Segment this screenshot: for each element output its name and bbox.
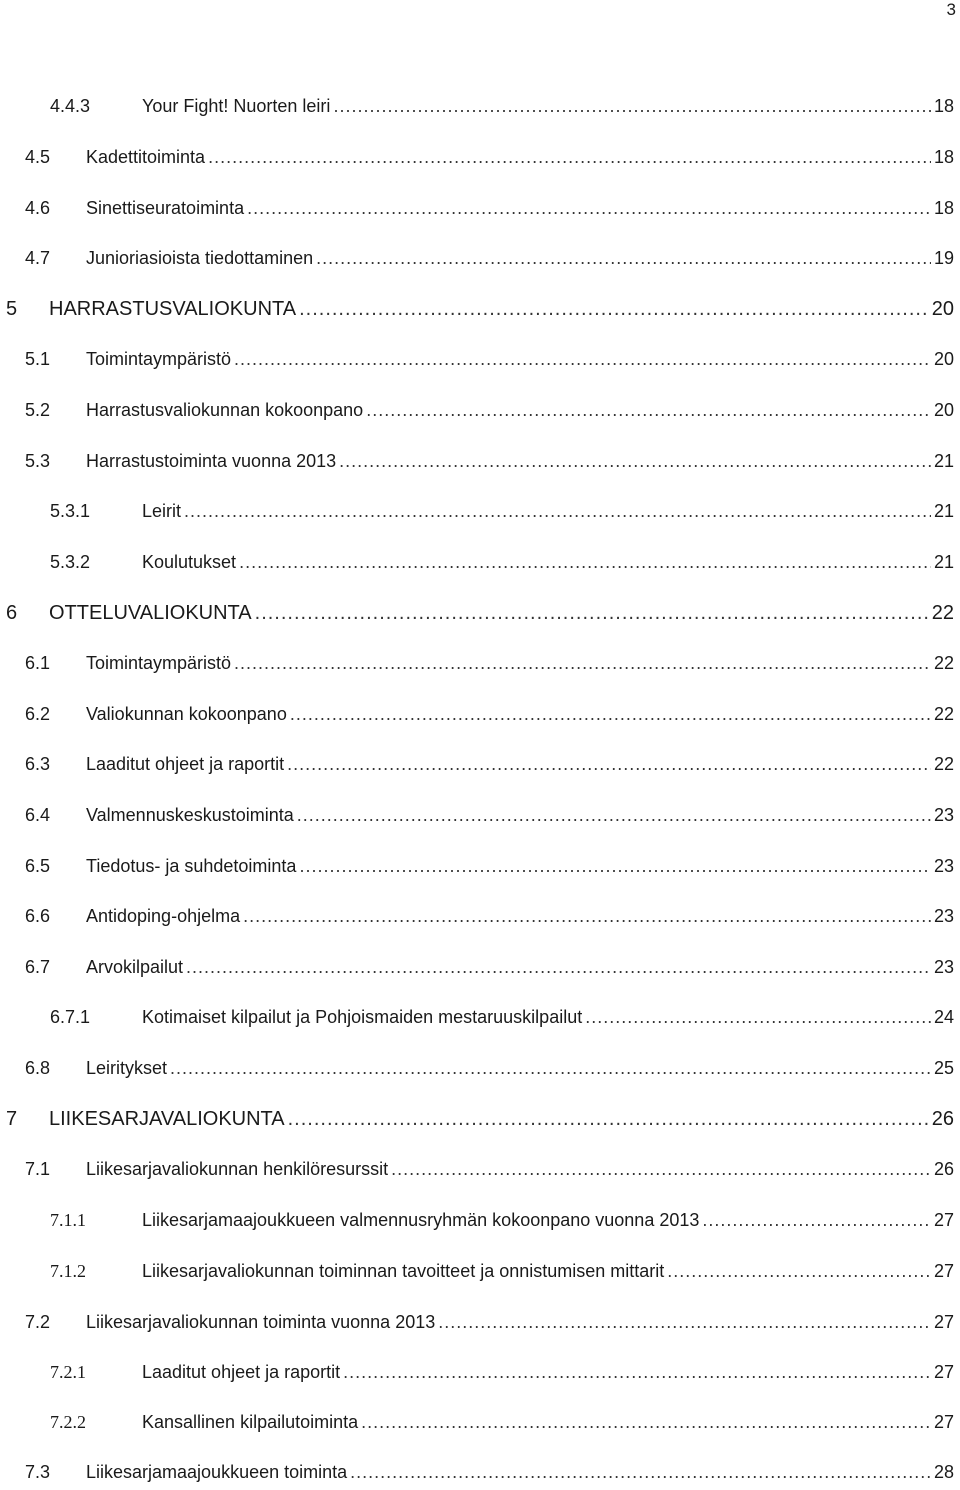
toc-entry-title[interactable]: Junioriasioista tiedottaminen: [86, 248, 314, 268]
toc-entry-title[interactable]: Liikesarjavaliokunnan henkilöresurssit: [86, 1159, 389, 1179]
toc-entry-page: 20: [931, 298, 954, 320]
toc-entry-page: 22: [931, 602, 954, 624]
toc-entry-title[interactable]: Laaditut ohjeet ja raportit: [142, 1362, 341, 1382]
toc-entry-body: [86, 1457, 954, 1487]
toc-entry-number: 6.6: [25, 906, 51, 926]
toc-entry-body: [49, 598, 954, 628]
toc-entry[interactable]: [0, 395, 960, 425]
toc-entry-page: 23: [933, 805, 954, 825]
toc-entry-body: [86, 446, 954, 476]
page-number: 3: [946, 0, 956, 19]
toc-entry-number: 5.2: [25, 400, 51, 420]
toc-dot-leader: [316, 243, 931, 273]
toc-entry-title[interactable]: Kansallinen kilpailutoiminta: [142, 1412, 359, 1432]
toc-entry[interactable]: [0, 91, 960, 121]
toc-entry[interactable]: [0, 142, 960, 172]
toc-entry-title[interactable]: Laaditut ohjeet ja raportit: [86, 754, 285, 774]
toc-entry[interactable]: [0, 294, 960, 324]
toc-dot-leader: [438, 1307, 931, 1337]
toc-entry-body: [86, 193, 954, 223]
toc-dot-leader: [361, 1407, 931, 1437]
toc-entry-page: 22: [933, 704, 954, 724]
toc-entry-page: 22: [933, 754, 954, 774]
toc-dot-leader: [339, 446, 931, 476]
toc-entry-page: 27: [933, 1362, 954, 1382]
toc-dot-leader: [208, 142, 931, 172]
toc-dot-leader: [299, 294, 929, 324]
toc-entry[interactable]: [0, 193, 960, 223]
toc-entry[interactable]: [0, 1002, 960, 1032]
toc-entry-title[interactable]: Liikesarjavaliokunnan toiminnan tavoitteet ja onnistumisen mittarit: [142, 1261, 665, 1281]
toc-entry[interactable]: [0, 496, 960, 526]
toc-entry-page: 26: [933, 1159, 954, 1179]
toc-entry[interactable]: [0, 800, 960, 830]
toc-entry[interactable]: [0, 1205, 960, 1235]
toc-dot-leader: [333, 91, 931, 121]
toc-entry[interactable]: [0, 1053, 960, 1083]
toc-entry-number: 7.1: [25, 1159, 51, 1179]
toc-entry-number: 4.5: [25, 147, 51, 167]
toc-entry-number: 6.7.1: [50, 1007, 91, 1027]
toc-dot-leader: [585, 1002, 931, 1032]
toc-entry[interactable]: [0, 749, 960, 779]
toc-entry[interactable]: [0, 1104, 960, 1134]
toc-entry[interactable]: [0, 1307, 960, 1337]
toc-dot-leader: [667, 1256, 931, 1286]
toc-entry[interactable]: [0, 952, 960, 982]
toc-entry-body: [86, 395, 954, 425]
toc-entry-title[interactable]: Valiokunnan kokoonpano: [86, 704, 287, 724]
toc-dot-leader: [350, 1457, 931, 1487]
toc-entry-title[interactable]: Koulutukset: [142, 552, 237, 572]
toc-entry-title[interactable]: OTTELUVALIOKUNTA: [49, 602, 252, 624]
toc-entry-page: 27: [933, 1412, 954, 1432]
toc-dot-leader: [247, 193, 931, 223]
toc-entry-number: 7: [6, 1108, 18, 1130]
toc-entry[interactable]: [0, 901, 960, 931]
toc-entry[interactable]: [0, 699, 960, 729]
toc-entry-title[interactable]: Toimintaympäristö: [86, 349, 232, 369]
toc-entry-number: 5.3: [25, 451, 51, 471]
toc-entry-number: 6.1: [25, 653, 51, 673]
toc-entry-number: 7.1.2: [50, 1261, 86, 1281]
toc-entry-number: 6.5: [25, 856, 51, 876]
toc-entry-title[interactable]: Toimintaympäristö: [86, 653, 232, 673]
toc-entry-title[interactable]: Antidoping-ohjelma: [86, 906, 241, 926]
toc-entry-body: [86, 749, 954, 779]
toc-entry[interactable]: [0, 1256, 960, 1286]
toc-entry-title[interactable]: Harrastusvaliokunnan kokoonpano: [86, 400, 364, 420]
toc-entry-number: 4.6: [25, 198, 51, 218]
toc-entry-number: 7.1.1: [50, 1210, 86, 1230]
toc-entry-body: [142, 91, 954, 121]
toc-entry-body: [86, 699, 954, 729]
toc-entry-body: [86, 344, 954, 374]
toc-entry-body: [86, 648, 954, 678]
toc-entry-title[interactable]: Liikesarjavaliokunnan toiminta vuonna 2013: [86, 1312, 436, 1332]
toc-entry-title[interactable]: Tiedotus- ja suhdetoiminta: [86, 856, 297, 876]
toc-entry-body: [86, 901, 954, 931]
toc-dot-leader: [343, 1357, 931, 1387]
toc-entry-number: 5: [6, 298, 18, 320]
toc-dot-leader: [234, 344, 931, 374]
toc-entry-body: [142, 1002, 954, 1032]
toc-dot-leader: [702, 1205, 931, 1235]
toc-entry-page: 18: [933, 96, 954, 116]
toc-dot-leader: [184, 496, 931, 526]
toc-entry[interactable]: [0, 243, 960, 273]
toc-dot-leader: [243, 901, 931, 931]
toc-entry-title[interactable]: Harrastustoiminta vuonna 2013: [86, 451, 337, 471]
toc-entry[interactable]: [0, 1407, 960, 1437]
toc-dot-leader: [290, 699, 931, 729]
toc-entry-body: [142, 547, 954, 577]
toc-entry[interactable]: [0, 648, 960, 678]
toc-entry-number: 6.3: [25, 754, 51, 774]
toc-dot-leader: [391, 1154, 931, 1184]
toc-entry[interactable]: [0, 446, 960, 476]
toc-entry-title[interactable]: Arvokilpailut: [86, 957, 184, 977]
toc-entry-number: 5.1: [25, 349, 51, 369]
toc-entry-page: 26: [931, 1108, 954, 1130]
toc-dot-leader: [366, 395, 931, 425]
toc-entry-page: 27: [933, 1312, 954, 1332]
toc-dot-leader: [255, 598, 929, 628]
toc-entry-title[interactable]: Liikesarjamaajoukkueen toiminta: [86, 1462, 348, 1482]
toc-entry-body: [86, 1053, 954, 1083]
toc-entry-page: 20: [933, 400, 954, 420]
toc-dot-leader: [186, 952, 931, 982]
toc-entry-number: 7.2.2: [50, 1412, 86, 1432]
toc-entry-page: 20: [933, 349, 954, 369]
toc-dot-leader: [297, 800, 931, 830]
toc-entry-body: [86, 851, 954, 881]
toc-entry-title[interactable]: Your Fight! Nuorten leiri: [142, 96, 331, 116]
toc-entry-body: [86, 243, 954, 273]
toc-dot-leader: [287, 749, 931, 779]
toc-entry-title[interactable]: HARRASTUSVALIOKUNTA: [49, 298, 297, 320]
toc-entry[interactable]: [0, 547, 960, 577]
toc-entry-body: [142, 1256, 954, 1286]
toc-entry-body: [86, 142, 954, 172]
toc-entry[interactable]: [0, 598, 960, 628]
toc-entry-number: 7.3: [25, 1462, 51, 1482]
toc-entry-page: 18: [933, 198, 954, 218]
toc-entry-page: 28: [933, 1462, 954, 1482]
toc-entry-body: [142, 1205, 954, 1235]
toc-entry-page: 19: [933, 248, 954, 268]
toc-entry-body: [49, 1104, 954, 1134]
toc-dot-leader: [234, 648, 931, 678]
toc-entry-number: 6.7: [25, 957, 51, 977]
toc-entry-title[interactable]: Leiritykset: [86, 1058, 168, 1078]
toc-entry-number: 6: [6, 602, 18, 624]
toc-entry-number: 5.3.1: [50, 501, 91, 521]
toc-entry-number: 4.7: [25, 248, 51, 268]
toc-entry-number: 6.8: [25, 1058, 51, 1078]
toc-entry-page: 23: [933, 856, 954, 876]
toc-entry-body: [86, 1307, 954, 1337]
toc-entry-body: [142, 1407, 954, 1437]
toc-entry-page: 22: [933, 653, 954, 673]
toc-entry-title[interactable]: Kotimaiset kilpailut ja Pohjoismaiden mestaruuskilpailut: [142, 1007, 583, 1027]
toc-entry-page: 27: [933, 1261, 954, 1281]
toc-entry[interactable]: [0, 344, 960, 374]
toc-entry[interactable]: [0, 851, 960, 881]
toc-entry-title[interactable]: Sinettiseuratoiminta: [86, 198, 245, 218]
toc-entry-number: 6.2: [25, 704, 51, 724]
toc-entry-page: 21: [933, 501, 954, 521]
toc-entry[interactable]: [0, 1154, 960, 1184]
toc-dot-leader: [170, 1053, 931, 1083]
toc-entry-page: 23: [933, 957, 954, 977]
toc-entry-title[interactable]: Kadettitoiminta: [86, 147, 206, 167]
toc-entry-title[interactable]: Liikesarjamaajoukkueen valmennusryhmän kokoonpano vuonna 2013: [142, 1210, 700, 1230]
toc-entry-page: 21: [933, 552, 954, 572]
toc-entry-body: [142, 1357, 954, 1387]
toc-entry-page: 24: [933, 1007, 954, 1027]
toc-dot-leader: [299, 851, 931, 881]
toc-entry-page: 23: [933, 906, 954, 926]
toc-entry-page: 25: [933, 1058, 954, 1078]
toc-entry-number: 4.4.3: [50, 96, 91, 116]
toc-entry[interactable]: [0, 1457, 960, 1487]
toc-entry[interactable]: [0, 1357, 960, 1387]
toc-entry-body: [86, 1154, 954, 1184]
toc-entry-page: 18: [933, 147, 954, 167]
toc-entry-body: [49, 294, 954, 324]
toc-entry-title[interactable]: Valmennuskeskustoiminta: [86, 805, 294, 825]
toc-entry-number: 6.4: [25, 805, 51, 825]
toc-dot-leader: [288, 1104, 929, 1134]
toc-entry-body: [142, 496, 954, 526]
toc-entry-number: 5.3.2: [50, 552, 91, 572]
toc-entry-page: 21: [933, 451, 954, 471]
toc-entry-number: 7.2.1: [50, 1362, 86, 1382]
toc-entry-title[interactable]: LIIKESARJAVALIOKUNTA: [49, 1108, 285, 1130]
toc-entry-number: 7.2: [25, 1312, 51, 1332]
toc-entry-page: 27: [933, 1210, 954, 1230]
toc-dot-leader: [239, 547, 931, 577]
toc-entry-body: [86, 800, 954, 830]
toc-entry-title[interactable]: Leirit: [142, 501, 182, 521]
toc-entry-body: [86, 952, 954, 982]
